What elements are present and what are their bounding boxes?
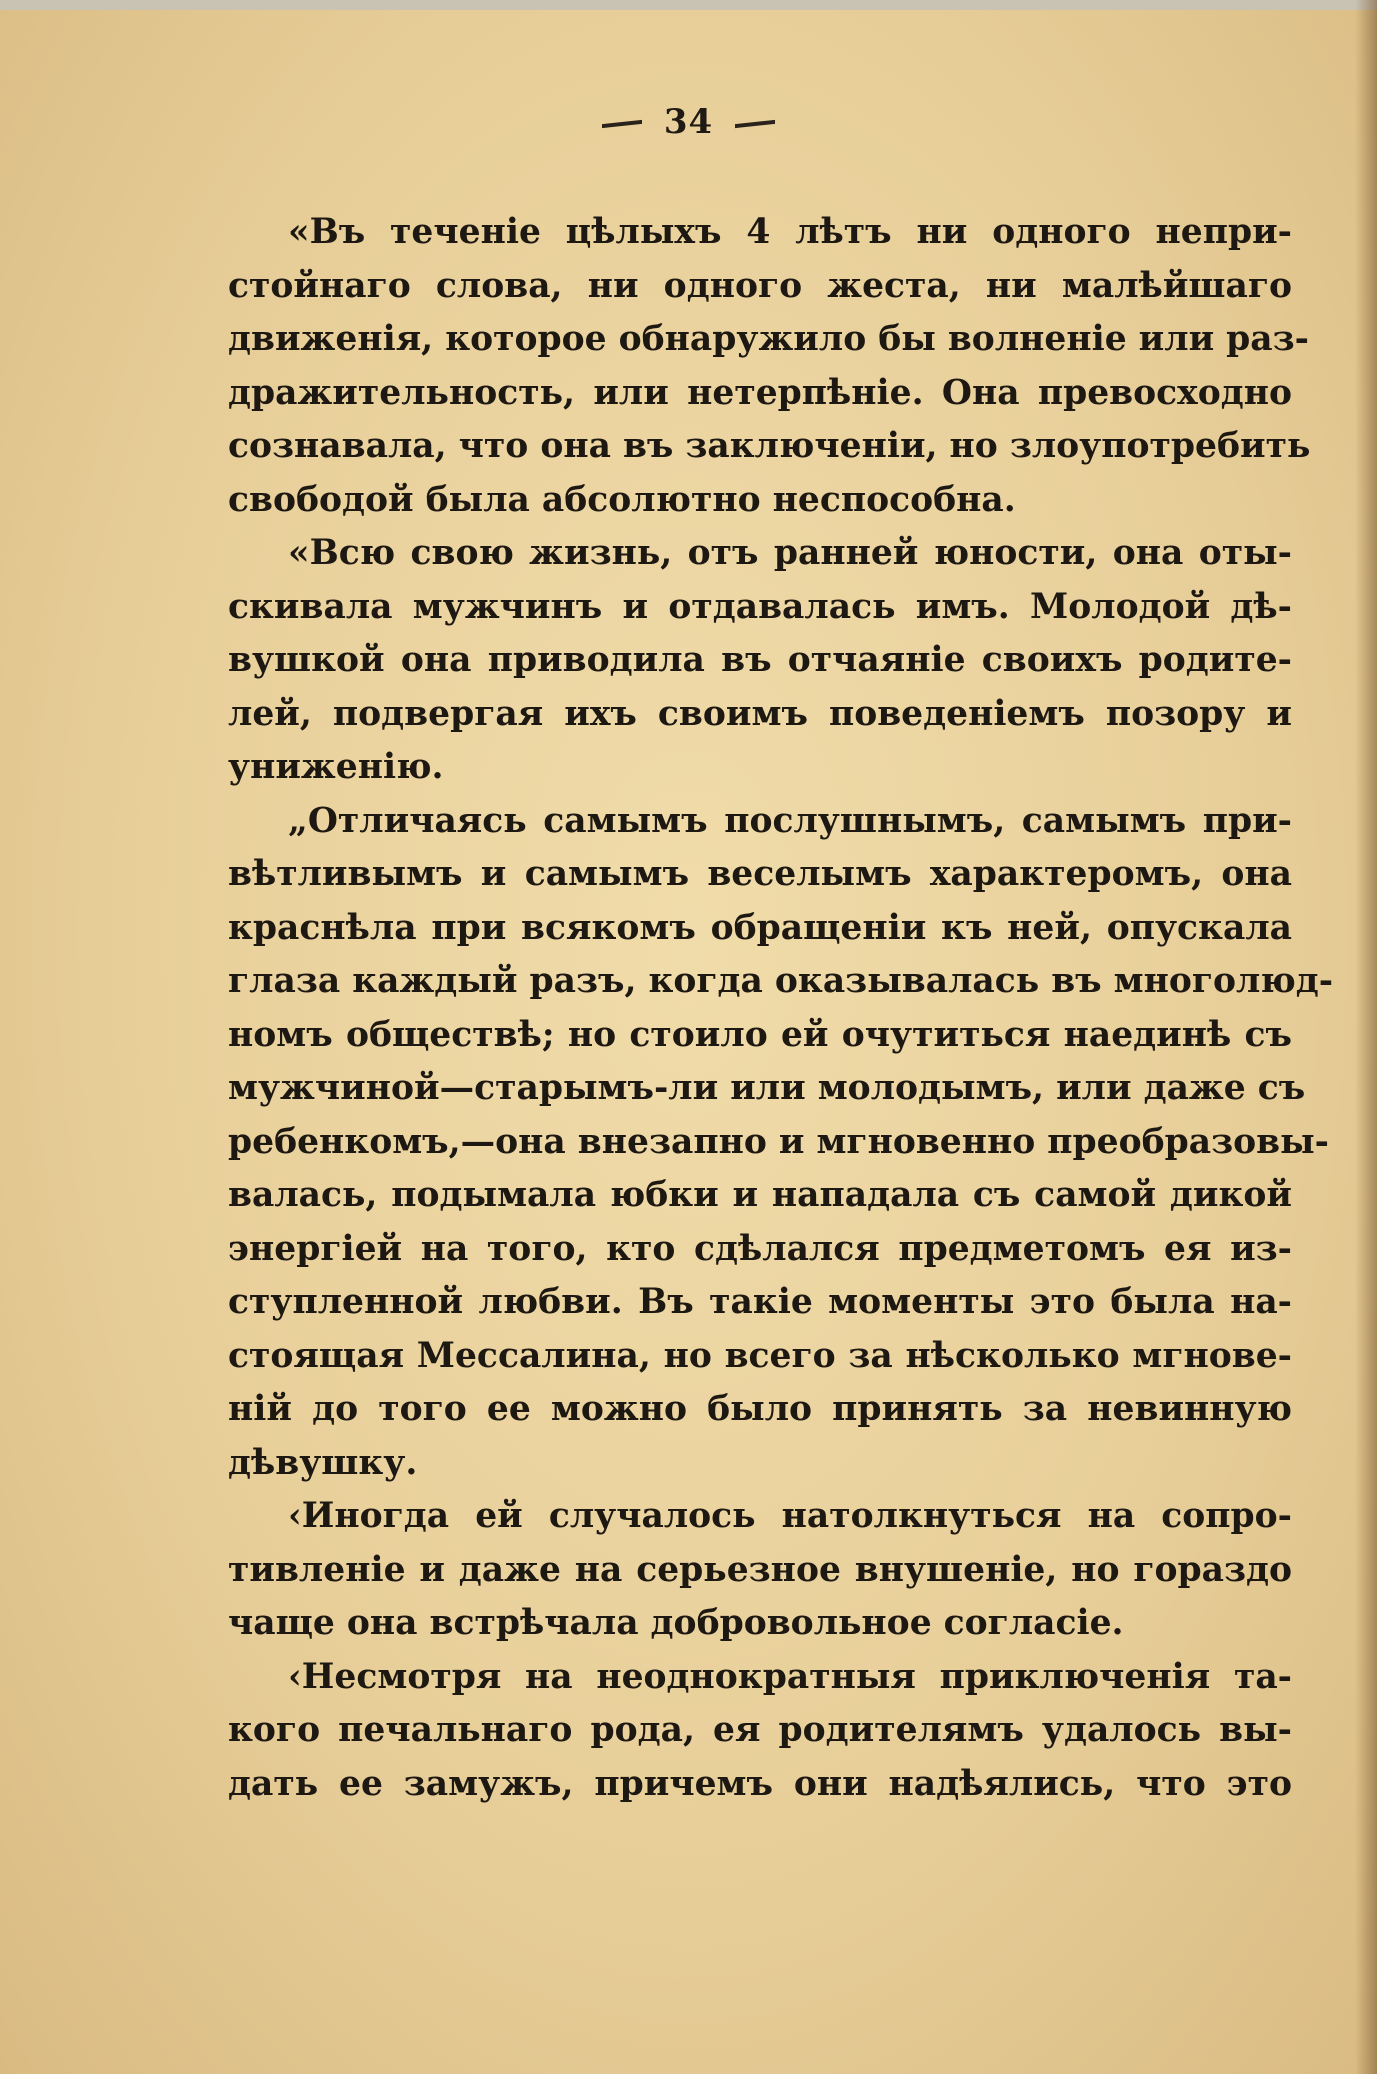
text-line: ‹Иногда ей случалось натолкнуться на сопро- xyxy=(288,1496,1292,1536)
text-line: номъ обществѣ; но стоило ей очутиться наединѣ съ xyxy=(228,1014,1292,1055)
text-line: валась, подымала юбки и нападала съ самой дикой xyxy=(228,1175,1292,1215)
text-line: вѣтливымъ и самымъ веселымъ характеромъ, она xyxy=(228,854,1292,894)
text-line: краснѣла при всякомъ обращеніи къ ней, опускала xyxy=(228,907,1292,948)
text-line: ступленной любви. Въ такіе моменты это была на- xyxy=(228,1282,1292,1322)
text-line: стойнаго слова, ни одного жеста, ни малѣйшаго xyxy=(228,265,1292,306)
page-body-text xyxy=(228,206,1334,1811)
page-binding-shadow xyxy=(1355,0,1377,2074)
text-line: ребенкомъ,—она внезапно и мгновенно преобразовы- xyxy=(228,1121,1330,1162)
text-line: униженію. xyxy=(228,747,444,787)
text-line: ній до того ее можно было принять за невинную xyxy=(228,1389,1292,1429)
text-line: «Всю свою жизнь, отъ ранней юности, она оты- xyxy=(288,533,1292,573)
scan-top-border xyxy=(0,0,1377,10)
text-line: свободой была абсолютно неспособна. xyxy=(228,479,1016,520)
text-line: дражительность, или нетерпѣніе. Она превосходно xyxy=(228,372,1292,413)
page-number-dash-right xyxy=(735,120,775,128)
text-line: дѣвушку. xyxy=(228,1442,418,1483)
page-number-dash-left xyxy=(602,120,642,128)
text-line: «Въ теченіе цѣлыхъ 4 лѣтъ ни одного непри- xyxy=(288,212,1292,252)
text-line: кого печальнаго рода, ея родителямъ удалось вы- xyxy=(228,1710,1292,1750)
text-line: чаще она встрѣчала добровольное согласіе. xyxy=(228,1603,1124,1643)
text-line: скивала мужчинъ и отдавалась имъ. Молодой дѣ- xyxy=(228,586,1292,627)
text-line: энергіей на того, кто сдѣлался предметомъ ея из- xyxy=(228,1228,1292,1269)
text-line: тивленіе и даже на серьезное внушеніе, но гораздо xyxy=(228,1549,1292,1590)
text-line: сознавала, что она въ заключеніи, но злоупотребить xyxy=(228,426,1311,466)
text-line: ‹Несмотря на неоднократныя приключенія та- xyxy=(288,1656,1292,1697)
text-line: вушкой она приводила въ отчаяніе своихъ родите- xyxy=(228,640,1292,680)
text-line: стоящая Мессалина, но всего за нѣсколько мгнове- xyxy=(228,1335,1292,1376)
page-number: 34 xyxy=(663,102,714,142)
text-line: лей, подвергая ихъ своимъ поведеніемъ позору и xyxy=(228,693,1292,734)
text-line: движенія, которое обнаружило бы волненіе или раз- xyxy=(228,319,1309,359)
page-number-header xyxy=(0,102,1377,142)
text-line: глаза каждый разъ, когда оказывалась въ многолюд- xyxy=(228,961,1334,1001)
text-line: мужчиной—старымъ-ли или молодымъ, или даже съ xyxy=(228,1068,1306,1108)
text-line: „Отличаясь самымъ послушнымъ, самымъ при- xyxy=(288,800,1292,841)
text-line: дать ее замужъ, причемъ они надѣялись, что это xyxy=(228,1763,1292,1804)
